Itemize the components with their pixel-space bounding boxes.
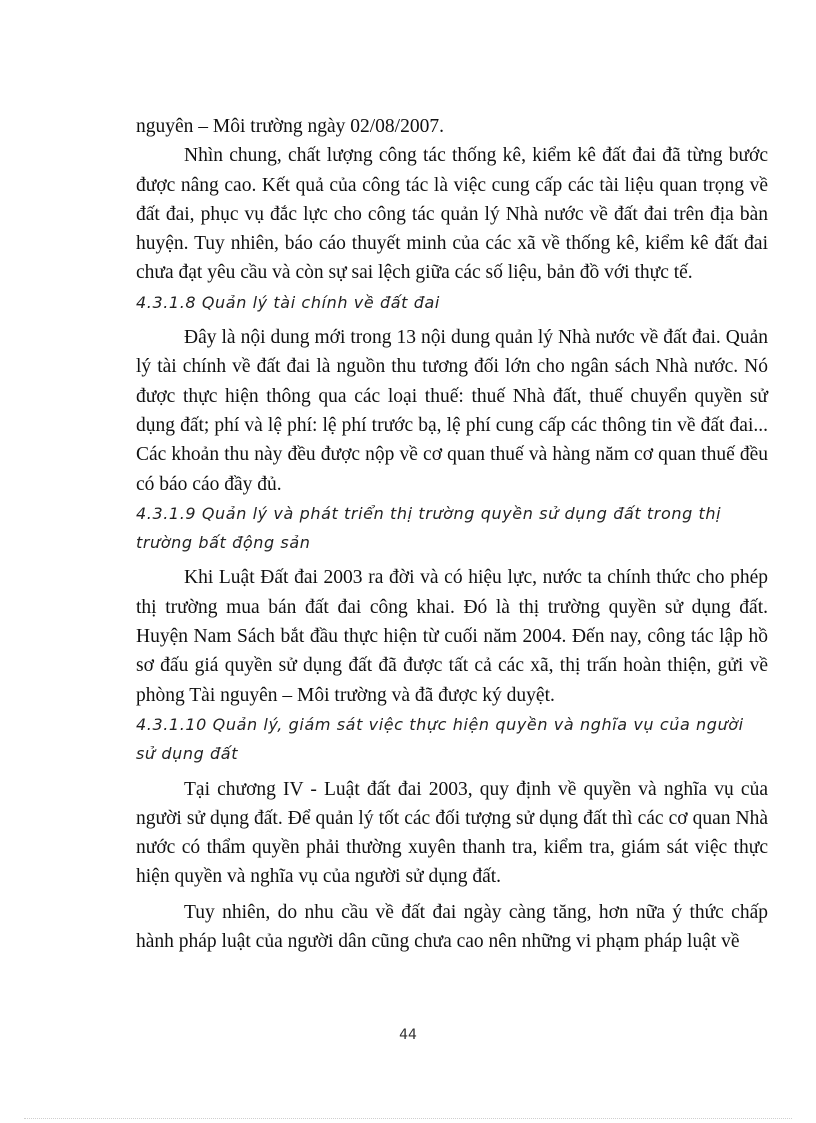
paragraph-land-market: Khi Luật Đất đai 2003 ra đời và có hiệu lực, nước ta chính thức cho phép thị trường mua bán đất đai công khai. Đó là thị trường quyền sử dụng đất. Huyện Nam Sách bắt đầu thực hiện từ cuối năm 2004. Đến nay, công tác lập hồ sơ đấu giá quyền sử dụng đất đã được tất cả các xã, thị trấn hoàn thiện, gửi về phòng Tài nguyên – Môi trường và đã được ký duyệt. (136, 567, 768, 706)
paragraph-statistics-summary: Nhìn chung, chất lượng công tác thống kê, kiểm kê đất đai đã từng bước được nâng cao. Kết quả của công tác là việc cung cấp các tài liệu quan trọng về đất đai, phục vụ đắc lực cho công tác quản lý Nhà nước về đất đai trên địa bàn huyện. Tuy nhiên, báo cáo thuyết minh của các xã về thống kê, kiểm kê đất đai chưa đạt yêu cầu và còn sự sai lệch giữa các số liệu, bản đồ với thực tế. (136, 145, 768, 284)
section-heading-4-3-1-9: 4.3.1.9 Quản lý và phát triển thị trường quyền sử dụng đất trong thị trường bất động sản (136, 503, 722, 553)
paragraph-rights-obligations: Tại chương IV - Luật đất đai 2003, quy định về quyền và nghĩa vụ của người sử dụng đất. Để quản lý tốt các đối tượng sử dụng đất thì các cơ quan Nhà nước có thẩm quyền phải thường xuyên thanh tra, kiểm tra, giám sát việc thực hiện quyền và nghĩa vụ của người sử dụng đất. (136, 778, 768, 888)
paragraph-financial-management: Đây là nội dung mới trong 13 nội dung quản lý Nhà nước về đất đai. Quản lý tài chính về đất đai là nguồn thu tương đối lớn cho ngân sách Nhà nước. Nó được thực hiện thông qua các loại thuế: thuế Nhà đất, thuế chuyển quyền sử dụng đất; phí và lệ phí: lệ phí trước bạ, lệ phí cung cấp các thông tin về đất đai... Các khoản thu này đều được nộp về cơ quan thuế và hàng năm cơ quan thuế đều có báo cáo đầy đủ. (136, 327, 768, 495)
page-bottom-divider (24, 1118, 792, 1119)
paragraph-violations: Tuy nhiên, do nhu cầu về đất đai ngày càng tăng, hơn nữa ý thức chấp hành pháp luật của người dân cũng chưa cao nên những vi phạm pháp luật về (136, 901, 768, 953)
section-heading-4-3-1-10: 4.3.1.10 Quản lý, giám sát việc thực hiện quyền và nghĩa vụ của người sử dụng đất (136, 714, 744, 764)
section-heading-4-3-1-8: 4.3.1.8 Quản lý tài chính về đất đai (136, 292, 440, 312)
page-number: 44 (399, 1027, 417, 1043)
paragraph-continuation: nguyên – Môi trường ngày 02/08/2007. (136, 116, 444, 137)
page-content (136, 112, 768, 956)
